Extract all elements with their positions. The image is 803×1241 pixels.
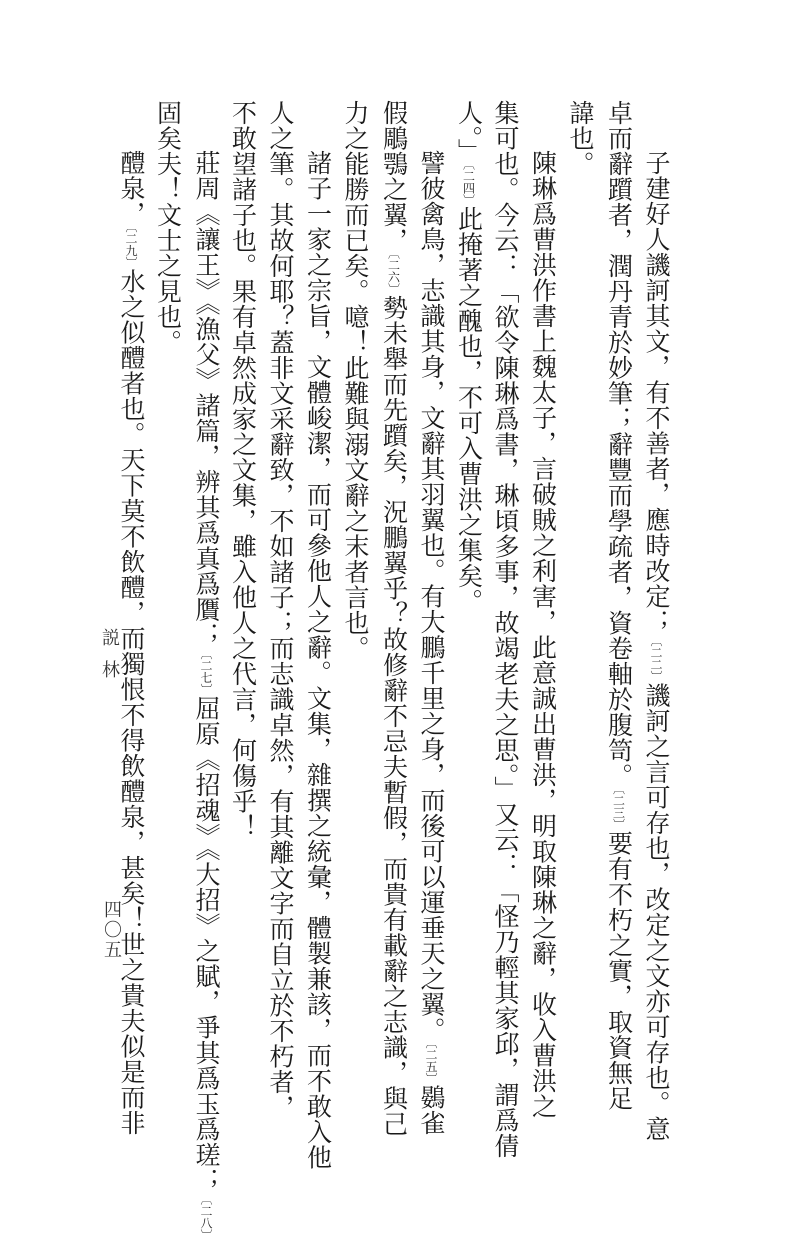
text-column (600, 100, 638, 1111)
text-segment: 醴泉， (117, 150, 146, 227)
footnote-marker: 〔二九〕 (124, 226, 138, 269)
text-segment: 不敢望諸子也。果有卓然成家之文集，雖入他人之代言，何傷乎！ (228, 100, 258, 840)
text-column (450, 100, 488, 614)
text-segment: 卓而辭躓者，潤丹青於妙筆；辭豐而學疏者，資卷軸於腹笥。 (604, 100, 634, 789)
text-segment: 集可也。今云：「欲令陳琳爲書，琳頃多事，故竭老夫之思。」又云：「怪乃輕其家邱，謂爲倩 (491, 100, 520, 1159)
text-column (337, 100, 374, 661)
text-segment: 此掩著之醜也，不可入曹洪之集矣。 (454, 206, 484, 614)
text-column (562, 100, 599, 177)
text-segment: 水之似醴者也。天下莫不飲醴，而獨恨不得飲醴泉，甚矣！世之貴夫似是而非 (117, 268, 146, 1136)
page-number: 四〇五 (101, 900, 122, 960)
text-segment: 要有不朽之實，取資無足 (604, 830, 634, 1111)
text-segment: 陳琳爲曹洪作書上魏太子，言破賊之利害，此意誠出曹洪，明取陳琳之辭，收入曹洪之 (528, 150, 558, 1119)
text-segment: 力之能勝而已矣。噫！此難與溺文辭之末者言也。 (341, 100, 370, 661)
text-segment: 假鵰鶚之翼， (379, 100, 409, 253)
running-title: 説林 (99, 628, 120, 692)
footnote-marker: 〔二三〕 (611, 788, 626, 831)
text-column (412, 150, 450, 1136)
text-segment: 譬彼禽鳥，志識其身，文辭其羽翼也。有大鵬千里之身，而後可以運垂天之翼。 (417, 150, 446, 1043)
text-column (187, 150, 225, 1241)
text-segment: 譏訶之言可存也，改定之文亦可存也。意 (642, 682, 671, 1142)
text-segment: 子建好人譏訶其文，有不善者，應時改定； (642, 150, 671, 635)
footnote-marker: 〔二四〕 (461, 164, 476, 206)
text-column (375, 100, 413, 1137)
text-segment: 鷃雀 (417, 1084, 446, 1136)
text-column (150, 100, 187, 355)
text-segment: 人之筆。其故何耶？蓋非文采辭致，不如諸子；而志識卓然，有其離文字而自立於不朽者， (266, 100, 295, 1120)
text-segment: 勢未舉而先躓矣，況鵬翼乎？故修辭不忌夫暫假，而貴有載辭之志識，與己 (379, 295, 409, 1137)
text-column (225, 100, 262, 840)
footnote-marker: 〔二五〕 (424, 1042, 438, 1085)
text-segment: 固矣夫！文士之見也。 (153, 100, 183, 355)
text-column (487, 100, 524, 1159)
footnote-marker: 〔二二〕 (649, 634, 663, 683)
text-segment: 莊周《讓王》《漁父》諸篇，辨其爲真爲贋； (192, 150, 221, 648)
footnote-marker: 〔二七〕 (199, 647, 213, 696)
text-column (525, 150, 562, 1119)
text-segment: 屈原《招魂》《大招》之賦，爭其爲玉爲瑳； (192, 695, 221, 1193)
text-segment: 人。」 (454, 100, 484, 164)
text-column (300, 150, 337, 1170)
text-segment: 諸子一家之宗旨，文體峻潔，而可參他人之辭。文集，雜撰之統彙，體製兼該，而不敢入他 (303, 150, 333, 1170)
text-column (262, 100, 299, 1120)
footnote-marker: 〔二八〕 (199, 1193, 213, 1241)
footnote-marker: 〔二六〕 (386, 253, 401, 295)
text-segment: 諱也。 (566, 100, 595, 177)
text-column (637, 150, 675, 1142)
